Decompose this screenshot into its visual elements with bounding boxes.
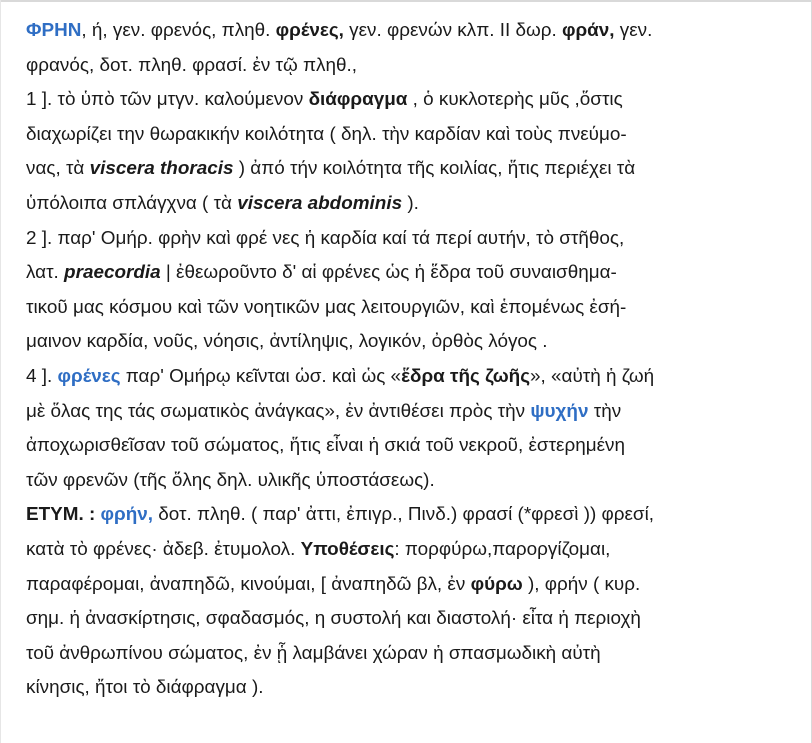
entry-line	[26, 568, 786, 603]
entry-text: , ή, γεν. φρενός, πληθ.	[81, 20, 276, 41]
entry-text: σημ. ἡ ἀνασκίρτησις, σφαδασμός, η συστολή και διαστολή· εἶτα ἡ περιοχὴ	[26, 608, 641, 630]
entry-line	[26, 429, 786, 464]
headword-link: φρένες	[57, 365, 121, 387]
entry-text: ὑπόλοιπα σπλάγχνα ( τὰ	[26, 192, 238, 214]
entry-text: », «αὐτὴ ἡ ζωή	[530, 365, 655, 387]
bold-term: φρένες,	[275, 20, 344, 41]
entry-text: φρανός, δοτ. πληθ. φρασί. ἐν τῷ πληθ.,	[26, 54, 358, 76]
entry-text: μαινον καρδία, νοῦς, νόησις, ἀντίληψις, λογικόν, ὀρθὸς λόγος .	[26, 331, 548, 353]
entry-text: ) ἀπό τήν κοιλότητα τῆς κοιλίας, ἥτις περιέχει τὰ	[233, 158, 636, 180]
entry-text: παρ' Ομήρῳ κεῖνται ὡσ. καὶ ὡς «	[120, 365, 402, 387]
entry-text: δοτ. πληθ. ( παρ' ἀττι, ἐπιγρ., Πινδ.) φρασί (*φρεσὶ )) φρεσί,	[153, 504, 655, 526]
entry-line	[26, 222, 786, 257]
top-border	[0, 0, 812, 2]
left-border	[0, 0, 1, 743]
entry-line	[26, 602, 786, 637]
entry-text: 2 ]. παρ' Ομήρ. φρὴν καὶ φρέ νες ἡ καρδία καί τά περί αυτήν, τὸ στῆθος,	[26, 227, 625, 249]
latin-term: viscera abdominis	[237, 192, 403, 214]
entry-line	[26, 533, 786, 568]
bold-term: ΕΤΥΜ. :	[26, 504, 101, 526]
latin-term: praecordia	[64, 262, 161, 284]
entry-text: κίνησις, ἤτοι τὸ διάφραγμα ).	[26, 677, 264, 699]
entry-line	[26, 187, 786, 222]
bold-term: διάφραγμα	[308, 89, 408, 111]
latin-term: viscera thoracis	[89, 158, 234, 180]
entry-text: : πορφύρω,παροργίζομαι,	[394, 538, 611, 560]
entry-text: τῶν φρενῶν (τῆς ὅλης δηλ. υλικῆς ὑποστάσεως).	[26, 469, 435, 491]
bold-term: φράν,	[561, 20, 615, 41]
headword-link: ΦΡΗΝ	[26, 20, 82, 41]
entry-line	[26, 118, 786, 153]
entry-text: κατὰ τὸ φρένες· ἀδεβ. ἐτυμολολ.	[26, 538, 301, 560]
entry-line	[26, 49, 786, 84]
entry-text: λατ.	[26, 262, 65, 284]
entry-text: νας, τὰ	[26, 158, 90, 180]
entry-text: 1 ]. τὸ ὑπὸ τῶν μτγν. καλούμενον	[26, 89, 309, 111]
bold-term: φύρω	[470, 573, 523, 595]
entry-line	[26, 256, 786, 291]
entry-line	[26, 83, 786, 118]
headword-link: φρήν,	[100, 504, 154, 526]
entry-text: παραφέρομαι, ἀναπηδῶ, κινούμαι, [ ἀναπηδῶ βλ, ἐν	[26, 573, 471, 595]
entry-text: διαχωρίζει την θωρακικήν κοιλότητα ( δηλ. τὴν καρδίαν καὶ τοὺς πνεύμο-	[26, 123, 627, 145]
entry-line	[26, 360, 786, 395]
entry-text: γεν. φρενών κλπ. ΙΙ δωρ.	[343, 20, 562, 41]
entry-text: μὲ ὅλας της τάς σωματικὸς ἀνάγκας», ἐν ἀντιθέσει πρὸς τὴν	[26, 400, 531, 422]
entry-text: 4 ].	[26, 365, 58, 387]
entry-line	[26, 637, 786, 672]
entry-line	[26, 325, 786, 360]
bold-term: ἕδρα τῆς ζωῆς	[401, 365, 531, 387]
entry-line	[26, 671, 786, 706]
entry-text: ).	[402, 192, 419, 214]
headword-link: ψυχήν	[530, 400, 589, 422]
entry-text: τὴν	[588, 400, 622, 422]
bold-term: Υποθέσεις	[300, 538, 395, 560]
dictionary-entry	[26, 14, 786, 706]
entry-line	[26, 464, 786, 499]
entry-text: γεν.	[614, 20, 653, 41]
entry-line	[26, 395, 786, 430]
entry-text: τικοῦ μας κόσμου καὶ τῶν νοητικῶν μας λειτουργιῶν, καὶ ἑπομένως ἐσή-	[26, 296, 627, 318]
entry-line	[26, 291, 786, 326]
entry-text: ἀποχωρισθεῖσαν τοῦ σώματος, ἥτις εἶναι ἡ σκιά τοῦ νεκροῦ, ἐστερημένη	[26, 435, 625, 457]
entry-line	[26, 152, 786, 187]
entry-text: , ὁ κυκλοτερὴς μῦς ,ὅστις	[407, 89, 623, 111]
entry-text: ), φρήν ( κυρ.	[522, 573, 641, 595]
entry-line	[26, 498, 786, 533]
entry-line	[26, 14, 786, 49]
entry-text: τοῦ ἀνθρωπίνου σώματος, ἐν ᾗ λαμβάνει χώραν ἡ σπασμωδικὴ αὐτὴ	[26, 642, 601, 664]
entry-text: | ἐθεωροῦντο δ' αἱ φρένες ὡς ἡ ἕδρα τοῦ συναισθημα-	[160, 262, 617, 284]
